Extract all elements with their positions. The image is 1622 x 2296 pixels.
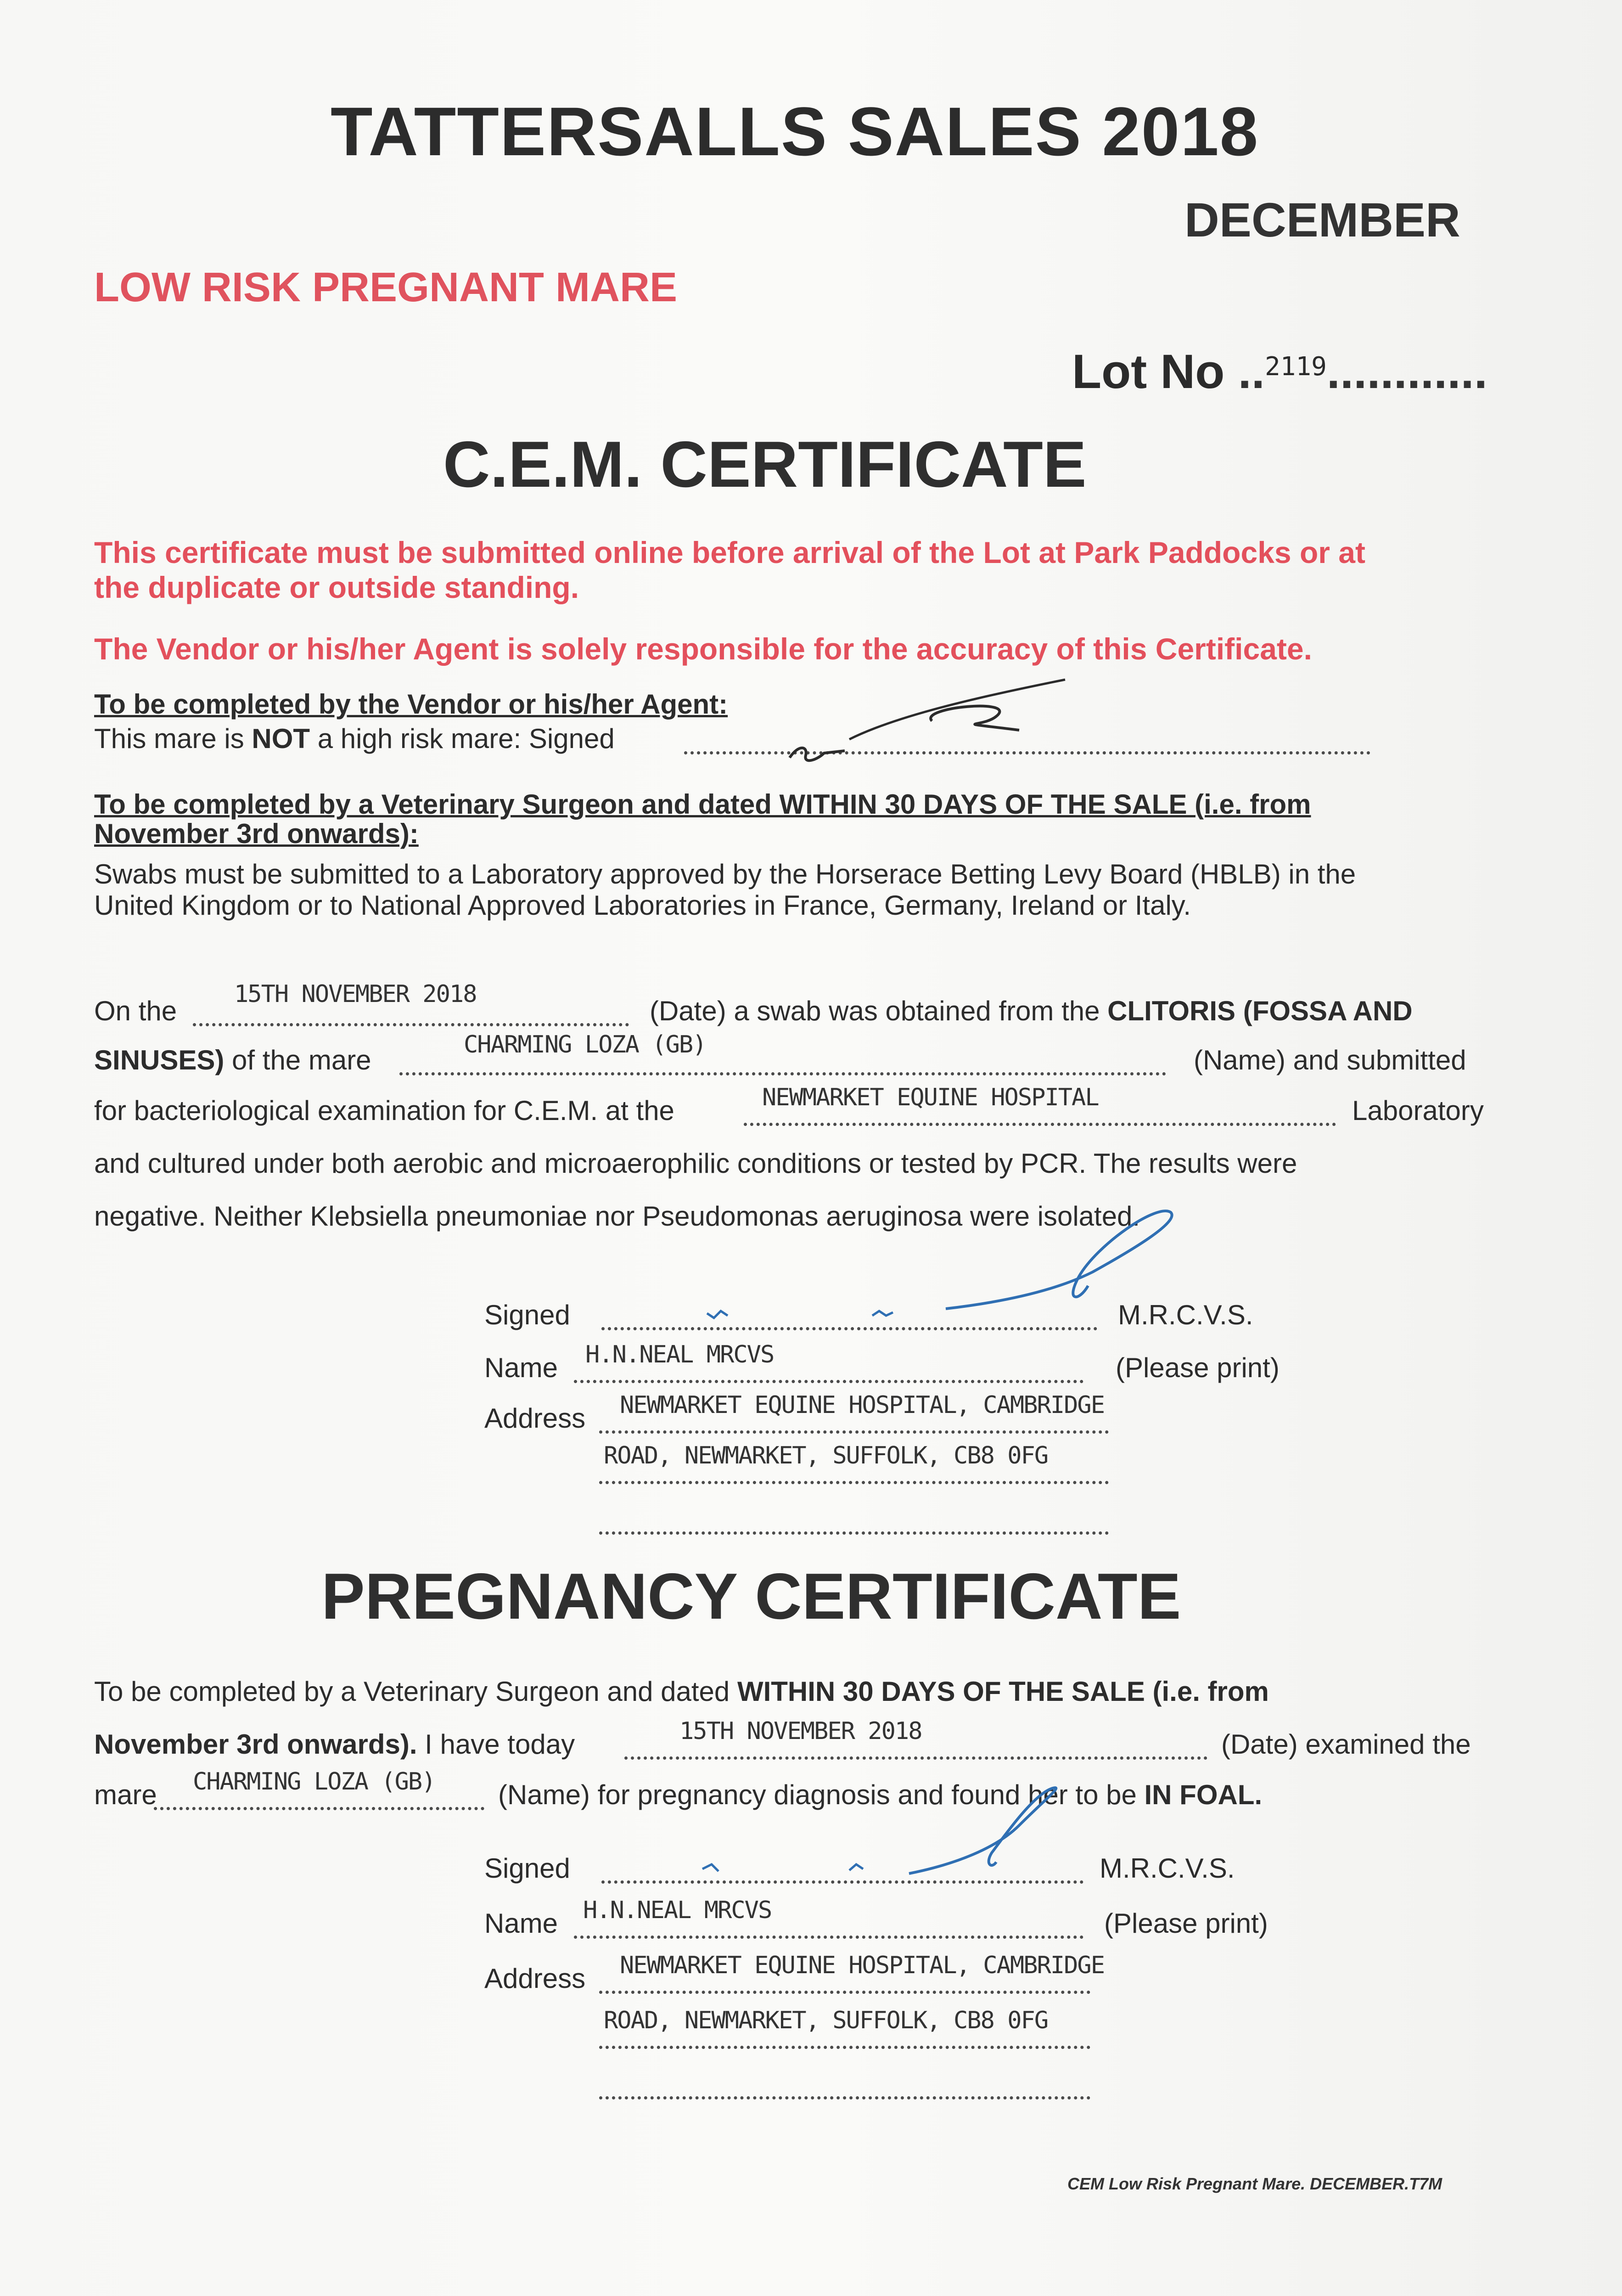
cem-lab-line [744,1123,1336,1126]
cem-vet-signature-marks [702,1300,932,1327]
vendor-declaration: This mare is NOT a high risk mare: Signed [94,723,615,754]
cem-please-print: (Please print) [1116,1352,1280,1383]
lot-number-label: Lot No ..$^{2119}$............ [1072,345,1487,399]
sale-month: DECEMBER [1184,193,1460,247]
cem-sinuses-label: SINUSES) of the mare [94,1045,371,1075]
pregnancy-address-line-2 [599,2046,1090,2049]
pregnancy-please-print: (Please print) [1104,1908,1268,1939]
pregnancy-signature-marks [698,1853,900,1880]
swab-requirements: Swabs must be submitted to a Laboratory approved by the Horserace Betting Levy Board (HBLB) in the United Kingdom or to National Approved Laboratories in France, Germany, Ireland or Italy. [94,859,1356,921]
pregnancy-vet-signature [900,1784,1093,1885]
cem-bacterio-label: for bacteriological examination for C.E.M. at the [94,1095,674,1126]
cem-heading: C.E.M. CERTIFICATE [443,428,1087,501]
cem-address-label: Address [484,1403,586,1434]
cem-notice-submit: This certificate must be submitted online before arrival of the Lot at Park Paddocks or at the duplicate or outside standing. [94,535,1365,604]
cem-negative-text: negative. Neither Klebsiella pneumoniae nor Pseudomonas aeruginosa were isolated. [94,1201,1140,1232]
vendor-signature [780,666,1102,767]
cem-address-line-2 [599,1481,1109,1484]
pregnancy-date-line [624,1756,1207,1760]
cem-mare-name-line [399,1072,1166,1075]
cem-notice-responsibility: The Vendor or his/her Agent is solely responsible for the accuracy of this Certificate. [94,632,1312,666]
cem-name-submitted: (Name) and submitted [1194,1045,1466,1075]
pregnancy-name-label: Name [484,1908,558,1939]
cem-lab-value: NEWMARKET EQUINE HOSPITAL [762,1084,1099,1111]
cem-date-suffix: (Date) a swab was obtained from the CLITORIS (FOSSA AND [650,996,1413,1026]
pregnancy-line-2: November 3rd onwards). I have today [94,1729,575,1760]
lot-number-value: 2119 [1264,352,1327,382]
pregnancy-diagnosis-text: (Name) for pregnancy diagnosis and found her to be IN FOAL. [498,1779,1263,1810]
cem-signed-line [601,1327,1097,1330]
pregnancy-mare-label: mare [94,1779,157,1810]
pregnancy-mrcvs-label: M.R.C.V.S. [1100,1853,1235,1884]
cem-address-line-1 [599,1430,1109,1434]
pregnancy-signed-line [601,1880,1083,1884]
pregnancy-address-label: Address [484,1963,586,1994]
cem-address-line-2-value: ROAD, NEWMARKET, SUFFOLK, CB8 0FG [604,1442,1048,1469]
cem-address-line-1-value: NEWMARKET EQUINE HOSPITAL, CAMBRIDGE [620,1391,1105,1419]
mare-category: LOW RISK PREGNANT MARE [94,264,677,310]
cem-name-line [574,1380,1083,1383]
pregnancy-heading: PREGNANCY CERTIFICATE [321,1560,1181,1633]
pregnancy-name-line [574,1936,1083,1939]
cem-signed-label: Signed [484,1300,570,1330]
pregnancy-address-line-1 [599,1991,1090,1994]
pregnancy-address-line-2-value: ROAD, NEWMARKET, SUFFOLK, CB8 0FG [604,2007,1048,2034]
cem-date-value: 15TH NOVEMBER 2018 [234,980,477,1008]
cem-date-line [193,1023,629,1026]
pregnancy-date-value: 15TH NOVEMBER 2018 [679,1717,922,1745]
pregnancy-line-1: To be completed by a Veterinary Surgeon and dated WITHIN 30 DAYS OF THE SALE (i.e. from [94,1676,1269,1707]
pregnancy-mare-name-value: CHARMING LOZA (GB) [193,1768,435,1795]
vet-section-heading: To be completed by a Veterinary Surgeon and dated WITHIN 30 DAYS OF THE SALE (i.e. from November 3rd onwards): [94,789,1311,849]
cem-on-the-label: On the [94,996,177,1026]
cem-address-line-3 [599,1531,1109,1535]
pregnancy-signed-label: Signed [484,1853,570,1884]
cem-name-value: H.N.NEAL MRCVS [585,1341,774,1368]
pregnancy-address-line-1-value: NEWMARKET EQUINE HOSPITAL, CAMBRIDGE [620,1952,1105,1979]
pregnancy-address-line-3 [599,2096,1090,2099]
cem-laboratory-label: Laboratory [1352,1095,1484,1126]
vendor-section-heading: To be completed by the Vendor or his/her Agent: [94,689,728,720]
form-reference-code: CEM Low Risk Pregnant Mare. DECEMBER.T7M [1067,2174,1442,2193]
cem-mrcvs-label: M.R.C.V.S. [1118,1300,1253,1330]
cem-mare-name-value: CHARMING LOZA (GB) [464,1031,706,1058]
pregnancy-mare-line [154,1807,484,1810]
page-title: TATTERSALLS SALES 2018 [331,93,1259,170]
pregnancy-name-value: H.N.NEAL MRCVS [583,1896,772,1924]
cem-cultured-text: and cultured under both aerobic and microaerophilic conditions or tested by PCR. The results were [94,1148,1297,1179]
pregnancy-date-suffix: (Date) examined the [1221,1729,1471,1760]
cem-name-label: Name [484,1352,558,1383]
